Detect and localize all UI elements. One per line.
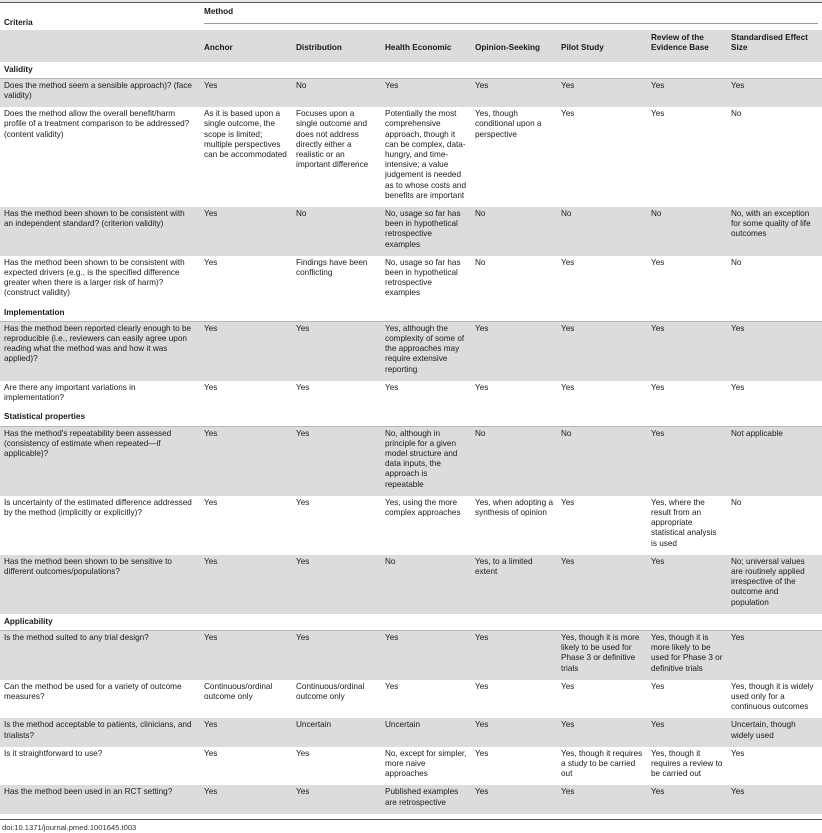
method-cell: Yes: [471, 785, 557, 813]
method-cell: Yes: [385, 382, 399, 392]
method-cell: Yes: [647, 718, 727, 746]
table-row: [0, 630, 822, 679]
method-cell: Yes: [651, 382, 665, 392]
method-cell: Uncertain: [292, 718, 381, 746]
method-cell: No: [557, 426, 647, 496]
method-header: [200, 3, 822, 31]
table-row: [0, 78, 822, 107]
method-cell: Yes, though it is widely used only for a continuous outcomes: [731, 681, 814, 712]
method-col-header: Review of the Evidence Base: [647, 30, 727, 61]
method-cell: Yes: [647, 426, 727, 496]
criterion-cell: Does the method allow the overall benefit/harm profile of a treatment comparison to be addressed? (content validity): [4, 109, 190, 139]
method-cell: Yes: [200, 630, 292, 679]
table-row: [0, 107, 822, 207]
method-cell: Yes: [647, 555, 727, 614]
criterion-cell: Are there any important variations in implementation?: [4, 382, 136, 403]
criterion-cell: Is it straightforward to use?: [4, 748, 103, 758]
method-col-header: Distribution: [292, 30, 381, 61]
criteria-header: Criteria: [0, 3, 200, 31]
criteria-header-spacer: [0, 30, 200, 61]
method-col-header: Anchor: [200, 30, 292, 61]
method-cell: Yes: [471, 78, 557, 107]
method-cell: Uncertain, though widely used: [727, 718, 822, 746]
method-cell: Yes: [561, 257, 575, 267]
method-cell: Yes, though it requires a review to be carried out: [651, 748, 723, 779]
method-cell: Yes: [475, 382, 489, 392]
method-cell: Yes, though it is more likely to be used for Phase 3 or definitive trials: [557, 630, 647, 679]
table-row: [0, 555, 822, 614]
method-cell: Yes: [557, 718, 647, 746]
section-title: Applicability: [0, 614, 822, 631]
method-col-header: Opinion-Seeking: [471, 30, 557, 61]
method-header-label: Method: [204, 7, 818, 24]
section-title: Validity: [0, 62, 822, 79]
method-cell: Yes: [200, 555, 292, 614]
method-cell: Yes: [647, 78, 727, 107]
method-cell: Yes: [647, 321, 727, 381]
method-cell: Yes: [204, 257, 218, 267]
section-title: Implementation: [0, 305, 822, 322]
method-cell: Yes: [200, 785, 292, 813]
method-cell: Yes: [385, 681, 399, 691]
method-cell: Yes: [561, 109, 575, 119]
method-cell: Continuous/ordinal outcome only: [204, 681, 273, 701]
method-cell: No: [471, 426, 557, 496]
method-cell: Yes: [651, 681, 665, 691]
section-row: [0, 305, 822, 322]
method-cell: No: [557, 207, 647, 256]
table-row: [0, 207, 822, 256]
table-row: [0, 381, 822, 409]
method-cell: Yes: [557, 321, 647, 381]
method-cell: Yes: [296, 382, 310, 392]
table-row: [0, 321, 822, 381]
method-cell: No: [381, 555, 471, 614]
method-col-header: Pilot Study: [557, 30, 647, 61]
method-cell: Yes: [200, 321, 292, 381]
method-cell: Uncertain: [381, 718, 471, 746]
method-cell: Yes: [561, 681, 575, 691]
method-cell: No: [471, 207, 557, 256]
criterion-cell: Has the method been used in an RCT setting?: [0, 785, 200, 813]
method-cell: Yes, to a limited extent: [471, 555, 557, 614]
method-cell: No: [731, 497, 742, 507]
method-cell: Yes: [381, 78, 471, 107]
method-cell: Yes: [475, 681, 489, 691]
table-row: [0, 680, 822, 719]
table-row: [0, 496, 822, 555]
method-col-header: Health Economic: [381, 30, 471, 61]
method-cell: Yes, using the more complex approaches: [385, 497, 461, 517]
criterion-cell: Has the method been shown to be consistent with an independent standard? (criterion validity): [0, 207, 200, 256]
method-cell: Yes: [296, 748, 310, 758]
method-cell: Yes: [292, 321, 381, 381]
section-row: [0, 409, 822, 426]
method-cell: No, with an exception for some quality of life outcomes: [727, 207, 822, 256]
method-cell: Yes: [557, 78, 647, 107]
method-cell: Yes: [557, 555, 647, 614]
method-cell: Yes: [561, 497, 575, 507]
method-cell: No: [292, 78, 381, 107]
method-cell: Yes: [471, 718, 557, 746]
method-cell: Yes: [200, 718, 292, 746]
comparison-table: [0, 2, 822, 814]
method-cell: Yes: [727, 321, 822, 381]
method-cell: Yes: [204, 382, 218, 392]
method-cell: Yes: [731, 382, 745, 392]
method-cell: Potentially the most comprehensive approach, though it can be complex, data-hungry, and time-intensive; a value judgement is needed as to whose costs and benefits are important: [385, 109, 467, 200]
criterion-cell: Has the method been reported clearly enough to be reproducible (i.e., reviewers can easily agree upon reading what the method was and how it was applied)?: [0, 321, 200, 381]
method-cell: Published examples are retrospective: [381, 785, 471, 813]
table-body: [0, 62, 822, 814]
criterion-cell: Is uncertainty of the estimated difference addressed by the method (implicitly or explicitly)?: [4, 497, 192, 517]
table-row: [0, 718, 822, 746]
method-cell: Yes, though it requires a study to be carried out: [561, 748, 643, 779]
method-cell: Yes: [727, 78, 822, 107]
method-cell: Yes: [731, 748, 745, 758]
method-cell: No: [292, 207, 381, 256]
criterion-cell: Has the method been shown to be sensitive to different outcomes/populations?: [0, 555, 200, 614]
method-cell: No, usage so far has been in hypothetical retrospective examples: [381, 207, 471, 256]
method-cell: Yes: [471, 321, 557, 381]
method-cell: Yes: [381, 630, 471, 679]
method-cell: Yes: [204, 497, 218, 507]
method-cell: Yes, though conditional upon a perspective: [475, 109, 542, 139]
criterion-cell: Is the method acceptable to patients, clinicians, and trialists?: [0, 718, 200, 746]
method-cell: Yes: [292, 630, 381, 679]
method-cell: Not applicable: [727, 426, 822, 496]
criterion-cell: Has the method been shown to be consistent with expected drivers (e.g., is the specified difference greater when there is a larger risk of harm)? (construct validity): [4, 257, 185, 298]
method-cell: Findings have been conflicting: [296, 257, 368, 278]
method-cell: Yes: [651, 109, 665, 119]
section-row: [0, 614, 822, 631]
method-cell: Yes: [651, 257, 665, 267]
method-cell: Yes: [475, 748, 489, 758]
method-cell: No, although in principle for a given model structure and data inputs, the approach is repeatable: [381, 426, 471, 496]
method-cell: Yes: [727, 630, 822, 679]
method-cell: Yes: [471, 630, 557, 679]
method-cell: As it is based upon a single outcome, the scope is limited; multiple perspectives can be accommodated: [204, 109, 287, 160]
method-cell: Yes: [204, 748, 218, 758]
method-cell: No: [731, 109, 742, 119]
table-row: [0, 426, 822, 496]
method-cell: Yes: [292, 785, 381, 813]
method-cell: Yes, where the result from an appropriate statistical analysis is used: [651, 497, 717, 548]
method-col-header: Standardised Effect Size: [727, 30, 822, 61]
section-title: Statistical properties: [0, 409, 822, 426]
method-cell: Yes: [557, 785, 647, 813]
method-cell: Yes: [296, 497, 310, 507]
table-row: [0, 256, 822, 305]
section-row: [0, 62, 822, 79]
method-cell: Focuses upon a single outcome and does not address directly either a realistic or an important difference: [296, 109, 369, 170]
method-cell: Yes: [292, 555, 381, 614]
method-cell: Yes, although the complexity of some of the approaches may require extensive reporting: [381, 321, 471, 381]
method-cell: No: [731, 257, 742, 267]
method-cell: Continuous/ordinal outcome only: [296, 681, 365, 701]
header-row-top: [0, 3, 822, 31]
doi-footnote: doi:10.1371/journal.pmed.1001645.t003: [0, 819, 822, 833]
criterion-cell: Is the method suited to any trial design?: [0, 630, 200, 679]
method-cell: No: [647, 207, 727, 256]
header-row-methods: [0, 30, 822, 61]
method-cell: No; universal values are routinely applied irrespective of the outcome and population: [727, 555, 822, 614]
method-cell: No: [475, 257, 486, 267]
method-cell: Yes: [200, 426, 292, 496]
method-cell: Yes: [200, 207, 292, 256]
table-row: [0, 747, 822, 786]
method-cell: Yes: [200, 78, 292, 107]
method-cell: Yes: [292, 426, 381, 496]
method-cell: No, except for simpler, more naive approaches: [385, 748, 467, 779]
method-cell: Yes, though it is more likely to be used for Phase 3 or definitive trials: [647, 630, 727, 679]
criterion-cell: Does the method seem a sensible approach)? (face validity): [0, 78, 200, 107]
method-cell: Yes: [727, 785, 822, 813]
criterion-cell: Has the method's repeatability been assessed (consistency of estimate when repeated—if applicable)?: [0, 426, 200, 496]
method-cell: Yes: [561, 382, 575, 392]
method-cell: No, usage so far has been in hypothetical retrospective examples: [385, 257, 461, 298]
method-cell: Yes: [647, 785, 727, 813]
method-cell: Yes, when adopting a synthesis of opinion: [475, 497, 553, 517]
criterion-cell: Can the method be used for a variety of outcome measures?: [4, 681, 182, 701]
